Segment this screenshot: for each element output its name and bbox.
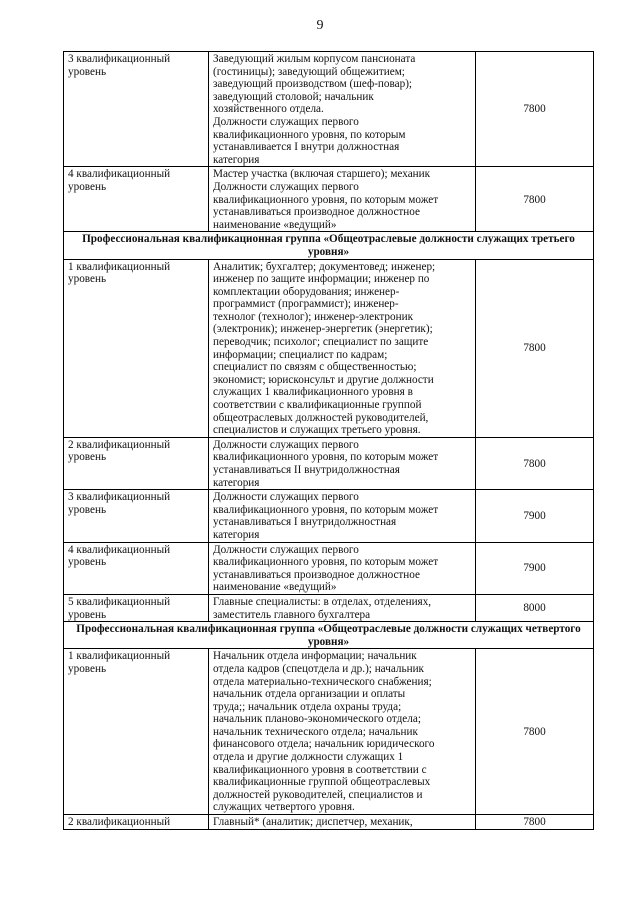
table-row (64, 167, 594, 232)
table-row (64, 259, 594, 437)
position-line: (гостиницы); заведующий общежитием; (213, 65, 405, 78)
position-line: Должности служащих первого (213, 180, 359, 193)
qualification-level: 1 квалификационный уровень (64, 649, 209, 815)
qualification-table (63, 51, 594, 830)
position-line: квалификационные группой общеотраслевых (213, 776, 431, 789)
table-row (64, 52, 594, 167)
position-line: категория (213, 153, 260, 166)
position-line: специалистов и служащих третьего уровня. (213, 424, 421, 437)
salary-value: 7800 (476, 437, 594, 489)
position-line: устанавливается I внутри должностная (213, 141, 400, 154)
table-row (64, 815, 594, 830)
qualification-level: 2 квалификационный уровень (64, 437, 209, 489)
table-row (64, 649, 594, 815)
position-line: общеотраслевых должностей руководителей, (213, 411, 429, 424)
qualification-level: 4 квалификационный уровень (64, 167, 209, 232)
position-line: наименование «ведущий» (213, 218, 337, 231)
position-line: экономист; юрисконсульт и другие должности (213, 373, 434, 386)
position-line: Аналитик; бухгалтер; документовед; инженер; (213, 260, 436, 273)
position-line: служащих четвертого уровня. (213, 801, 355, 814)
position-line: начальник отдела организации и оплаты (213, 688, 406, 701)
position-line: информации; специалист по кадрам; (213, 348, 388, 361)
position-line: программист (программист); инженер- (213, 298, 399, 311)
group-title: Профессиональная квалификационная группа «Общеотраслевые должности служащих четвертого уровня» (64, 622, 594, 649)
salary-value: 7900 (476, 490, 594, 542)
position-line: наименование «ведущий» (213, 581, 337, 594)
qualification-level: 3 квалификационный уровень (64, 490, 209, 542)
salary-value: 7800 (476, 52, 594, 167)
table-row (64, 594, 594, 621)
group-header-row (64, 232, 594, 259)
salary-value: 7800 (476, 815, 594, 830)
position-line: квалификационного уровня, по которым может (213, 193, 439, 206)
position-line: категория (213, 476, 260, 489)
position-line: Начальник отдела информации; начальник (213, 650, 417, 663)
qualification-level: 5 квалификационный уровень (64, 594, 209, 621)
position-line: квалификационного уровня, по которым может (213, 556, 439, 569)
salary-value: 7900 (476, 542, 594, 594)
position-line: квалификационного уровня, по которым может (213, 503, 439, 516)
table-row (64, 437, 594, 489)
positions-cell (209, 52, 476, 167)
position-line: служащих 1 квалификационного уровня в (213, 386, 413, 399)
position-line: отдела материально-технического снабжения; (213, 675, 432, 688)
position-line: Главный* (аналитик; диспетчер, механик, (213, 816, 413, 829)
positions-cell (209, 594, 476, 621)
position-line: устанавливаться II внутридолжностная (213, 464, 400, 476)
position-line: заместитель главного бухгалтера (213, 608, 371, 621)
position-line: устанавливаться I внутридолжностная (213, 516, 397, 529)
position-line: Должности служащих первого (213, 543, 359, 556)
positions-cell (209, 437, 476, 489)
position-line: заведующий столовой; начальник (213, 90, 374, 103)
positions-cell (209, 815, 476, 830)
position-line: Должности служащих первого (213, 115, 359, 128)
position-line: отдела и другие должности служащих 1 (213, 751, 404, 764)
position-line: Главные специалисты: в отделах, отделениях, (213, 595, 432, 608)
salary-value: 8000 (476, 594, 594, 621)
group-header-row (64, 622, 594, 649)
positions-cell (209, 649, 476, 815)
qualification-level: 1 квалификационный уровень (64, 259, 209, 437)
position-line: переводчик; психолог; специалист по защите (213, 336, 429, 349)
qualification-level: 3 квалификационный уровень (64, 52, 209, 167)
position-line: (электроник); инженер-энергетик (энергетик); (213, 323, 433, 336)
position-line: квалификационного уровня, по которым может (213, 451, 439, 464)
salary-value: 7800 (476, 259, 594, 437)
salary-value: 7800 (476, 649, 594, 815)
position-line: инженер по защите информации; инженер по (213, 273, 430, 286)
position-line: устанавливаться производное должностное (213, 568, 420, 581)
position-line: квалификационного уровня в соответствии с (213, 763, 427, 776)
group-title: Профессиональная квалификационная группа «Общеотраслевые должности служащих третьего уровня» (64, 232, 594, 259)
position-line: Заведующий жилым корпусом пансионата (213, 53, 416, 65)
position-line: устанавливаться производное должностное (213, 206, 420, 219)
position-line: соответствии с квалификационные группой (213, 399, 422, 412)
position-line: начальник технического отдела; начальник (213, 725, 418, 738)
position-line: Мастер участка (включая старшего); механик (213, 168, 431, 181)
position-line: специалист по связям с общественностью; (213, 361, 417, 374)
position-line: труда;; начальник отдела охраны труда; (213, 700, 402, 713)
salary-value: 7800 (476, 167, 594, 232)
position-line: комплектации оборудования; инженер- (213, 285, 400, 298)
position-line: категория (213, 528, 260, 541)
position-line: отдела кадров (спецотдела и др.); начальник (213, 662, 424, 675)
table-row (64, 490, 594, 542)
positions-cell (209, 259, 476, 437)
page-number: 9 (316, 18, 324, 33)
position-line: начальник планово-экономического отдела; (213, 713, 421, 726)
position-line: заведующий производством (шеф-повар); (213, 78, 413, 91)
position-line: хозяйственного отдела. (213, 103, 324, 116)
position-line: Должности служащих первого (213, 438, 359, 451)
positions-cell (209, 490, 476, 542)
qualification-level: 4 квалификационный уровень (64, 542, 209, 594)
position-line: должностей руководителей, специалистов и (213, 788, 423, 801)
positions-cell (209, 167, 476, 232)
qualification-level: 2 квалификационный (64, 815, 209, 830)
position-line: финансового отдела; начальник юридического (213, 738, 435, 751)
position-line: квалификационного уровня, по которым (213, 128, 406, 141)
position-line: Должности служащих первого (213, 491, 359, 504)
table-row (64, 542, 594, 594)
position-line: технолог (технолог); инженер-электроник (213, 310, 414, 323)
positions-cell (209, 542, 476, 594)
